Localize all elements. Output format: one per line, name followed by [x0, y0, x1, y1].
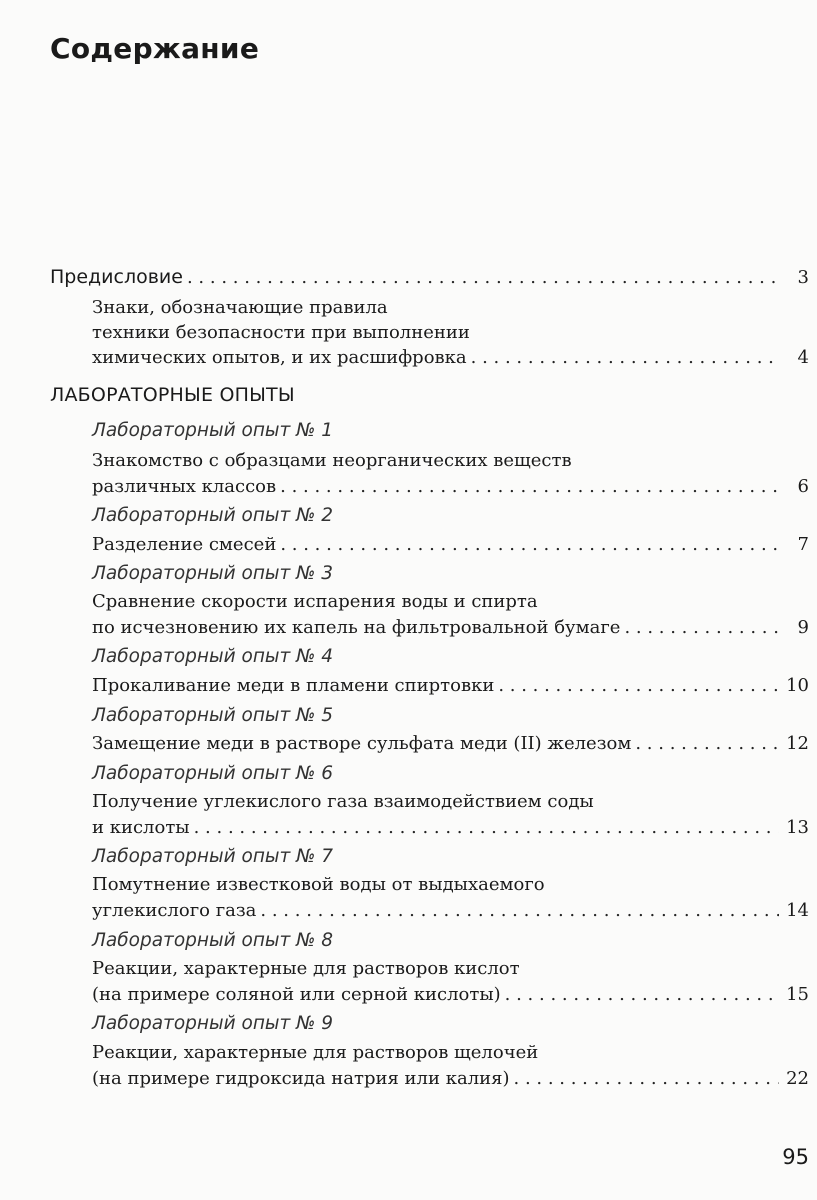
- experiment-heading: Лабораторный опыт № 8: [92, 930, 334, 951]
- toc-entry-line: Получение углекислого газа взаимодействием соды: [92, 791, 594, 812]
- experiment-heading: Лабораторный опыт № 2: [92, 505, 334, 526]
- toc-page-number: 6: [797, 476, 809, 497]
- dot-leader: [280, 476, 779, 497]
- experiment-heading: Лабораторный опыт № 4: [92, 646, 334, 667]
- dot-leader: [635, 733, 779, 754]
- dot-leader: [624, 617, 779, 638]
- experiment-heading: Лабораторный опыт № 9: [92, 1013, 334, 1034]
- toc-entry-label: Предисловие: [50, 266, 183, 288]
- dot-leader: [194, 817, 779, 838]
- toc-page-number: 13: [786, 817, 809, 838]
- toc-entry-preface: [50, 266, 809, 296]
- toc-entry-line: и кислоты . . . 13: [92, 817, 809, 847]
- dot-leader: [505, 984, 779, 1005]
- toc-entry-line: углекислого газа . . . 14: [92, 900, 809, 930]
- toc-entry-line: Прокаливание меди в пламени спиртовки . . . 10: [92, 675, 809, 705]
- section-heading: ЛАБОРАТОРНЫЕ ОПЫТЫ: [50, 384, 295, 406]
- toc-entry-line: по исчезновению их капель на фильтровальной бумаге . . . 9: [92, 617, 809, 647]
- dot-leader: [514, 1068, 780, 1089]
- toc-page-number: 9: [797, 617, 809, 638]
- toc-entry-line: (на примере гидроксида натрия или калия) . . . 22: [92, 1068, 809, 1098]
- dot-leader: [187, 267, 779, 288]
- experiment-heading: Лабораторный опыт № 7: [92, 846, 334, 867]
- page-number: 95: [782, 1145, 809, 1169]
- toc-page-number: 4: [797, 347, 809, 368]
- toc-page-number: 12: [786, 733, 809, 754]
- toc-entry-line: различных классов . . . 6: [92, 476, 809, 506]
- toc-subentry-line: химических опытов, и их расшифровка . . . 4: [92, 347, 809, 377]
- toc-page-number: 15: [786, 984, 809, 1005]
- dot-leader: [260, 900, 779, 921]
- experiment-heading: Лабораторный опыт № 5: [92, 705, 334, 726]
- toc-page-number: 3: [797, 267, 809, 288]
- toc-subentry-line: Знаки, обозначающие правила: [92, 297, 388, 318]
- dot-leader: [471, 347, 779, 368]
- experiment-heading: Лабораторный опыт № 3: [92, 563, 334, 584]
- toc-subentry-line: техники безопасности при выполнении: [92, 322, 470, 343]
- toc-entry-line: Реакции, характерные для растворов щелочей: [92, 1042, 539, 1063]
- page-title: Содержание: [50, 32, 260, 65]
- dot-leader: [280, 534, 779, 555]
- experiment-heading: Лабораторный опыт № 1: [92, 420, 334, 441]
- toc-entry-line: Сравнение скорости испарения воды и спирта: [92, 591, 538, 612]
- toc-entry-line: Замещение меди в растворе сульфата меди (II) железом . . . 12: [92, 733, 809, 763]
- toc-entry-line: Знакомство с образцами неорганических веществ: [92, 450, 572, 471]
- toc-entry-line: (на примере соляной или серной кислоты) . . . 15: [92, 984, 809, 1014]
- toc-page-number: 14: [786, 900, 809, 921]
- toc-page-number: 22: [786, 1068, 809, 1089]
- toc-page-number: 7: [797, 534, 809, 555]
- experiment-heading: Лабораторный опыт № 6: [92, 763, 334, 784]
- dot-leader: [498, 675, 779, 696]
- toc-entry-line: Разделение смесей . . . 7: [92, 534, 809, 564]
- toc-page-number: 10: [786, 675, 809, 696]
- toc-entry-line: Реакции, характерные для растворов кислот: [92, 958, 520, 979]
- toc-entry-line: Помутнение известковой воды от выдыхаемого: [92, 874, 545, 895]
